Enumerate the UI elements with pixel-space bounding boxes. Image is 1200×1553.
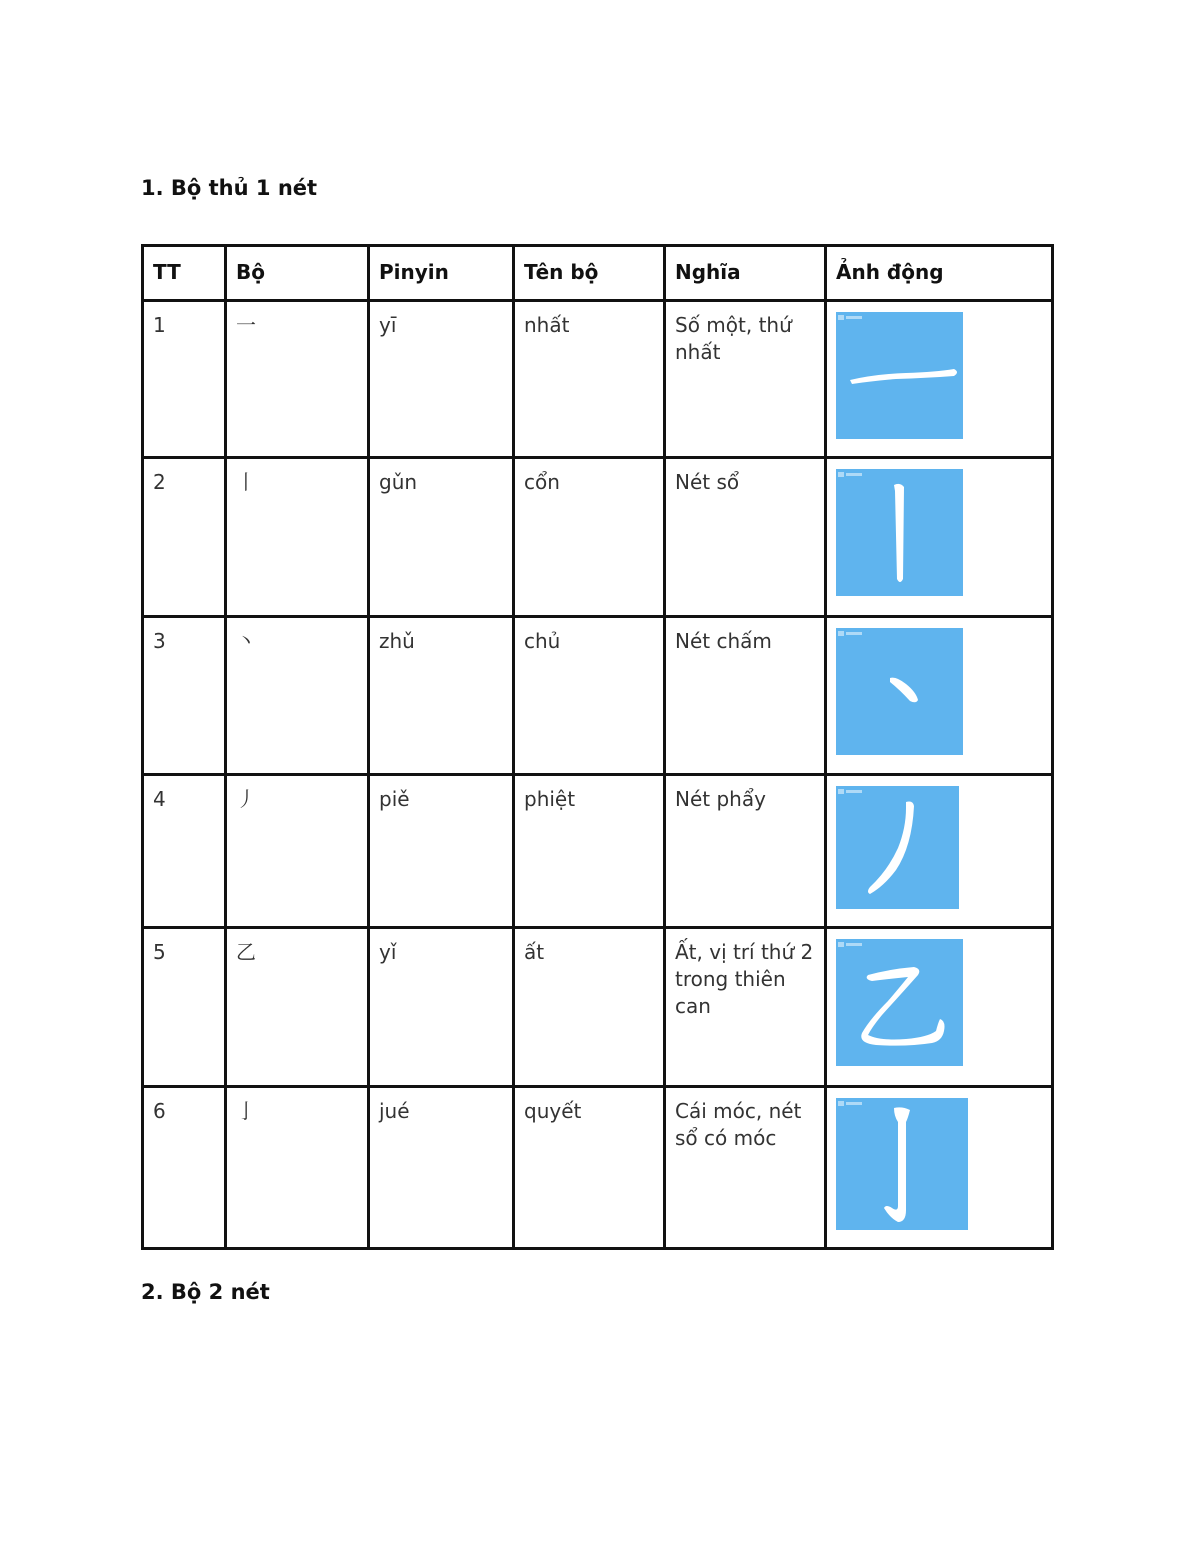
header-radical: Bộ	[226, 246, 369, 301]
cell-meaning: Nét chấm	[665, 617, 826, 775]
cell-meaning: Số một, thứ nhất	[665, 301, 826, 458]
cell-pinyin: jué	[369, 1087, 514, 1249]
cell-pinyin: zhǔ	[369, 617, 514, 775]
table-row	[143, 617, 1053, 775]
stroke-animation-pie	[836, 786, 959, 909]
cell-radical: 一	[226, 301, 369, 458]
cell-meaning: Ất, vị trí thứ 2 trong thiên can	[665, 928, 826, 1087]
header-meaning: Nghĩa	[665, 246, 826, 301]
cell-tt: 5	[143, 928, 226, 1087]
table-row	[143, 775, 1053, 928]
stroke-animation-shu	[836, 469, 963, 596]
header-tt: TT	[143, 246, 226, 301]
cell-name: cổn	[514, 458, 665, 617]
table-row	[143, 1087, 1053, 1249]
section-title-1: 1. Bộ thủ 1 nét	[141, 176, 318, 200]
cell-tt: 3	[143, 617, 226, 775]
cell-meaning: Cái móc, nét sổ có móc	[665, 1087, 826, 1249]
cell-pinyin: yǐ	[369, 928, 514, 1087]
table-header-row	[143, 246, 1053, 301]
header-animation: Ảnh động	[826, 246, 1053, 301]
table-row	[143, 458, 1053, 617]
cell-name: phiệt	[514, 775, 665, 928]
cell-meaning: Nét sổ	[665, 458, 826, 617]
cell-radical: 乙	[226, 928, 369, 1087]
cell-name: nhất	[514, 301, 665, 458]
radicals-table	[141, 244, 1054, 1250]
cell-radical: 丿	[226, 775, 369, 928]
table-row	[143, 301, 1053, 458]
cell-name: quyết	[514, 1087, 665, 1249]
cell-tt: 2	[143, 458, 226, 617]
cell-name: ất	[514, 928, 665, 1087]
stroke-animation-jue	[836, 1098, 968, 1230]
cell-pinyin: yī	[369, 301, 514, 458]
header-name: Tên bộ	[514, 246, 665, 301]
cell-radical: 亅	[226, 1087, 369, 1249]
cell-tt: 6	[143, 1087, 226, 1249]
header-pinyin: Pinyin	[369, 246, 514, 301]
cell-name: chủ	[514, 617, 665, 775]
cell-pinyin: gǔn	[369, 458, 514, 617]
stroke-animation-heng	[836, 312, 963, 439]
section-title-2: 2. Bộ 2 nét	[141, 1280, 270, 1304]
stroke-animation-yi	[836, 939, 963, 1066]
cell-radical: 丶	[226, 617, 369, 775]
table-row	[143, 928, 1053, 1087]
cell-tt: 4	[143, 775, 226, 928]
cell-pinyin: piě	[369, 775, 514, 928]
cell-radical: 丨	[226, 458, 369, 617]
stroke-animation-dian	[836, 628, 963, 755]
cell-tt: 1	[143, 301, 226, 458]
cell-meaning: Nét phẩy	[665, 775, 826, 928]
